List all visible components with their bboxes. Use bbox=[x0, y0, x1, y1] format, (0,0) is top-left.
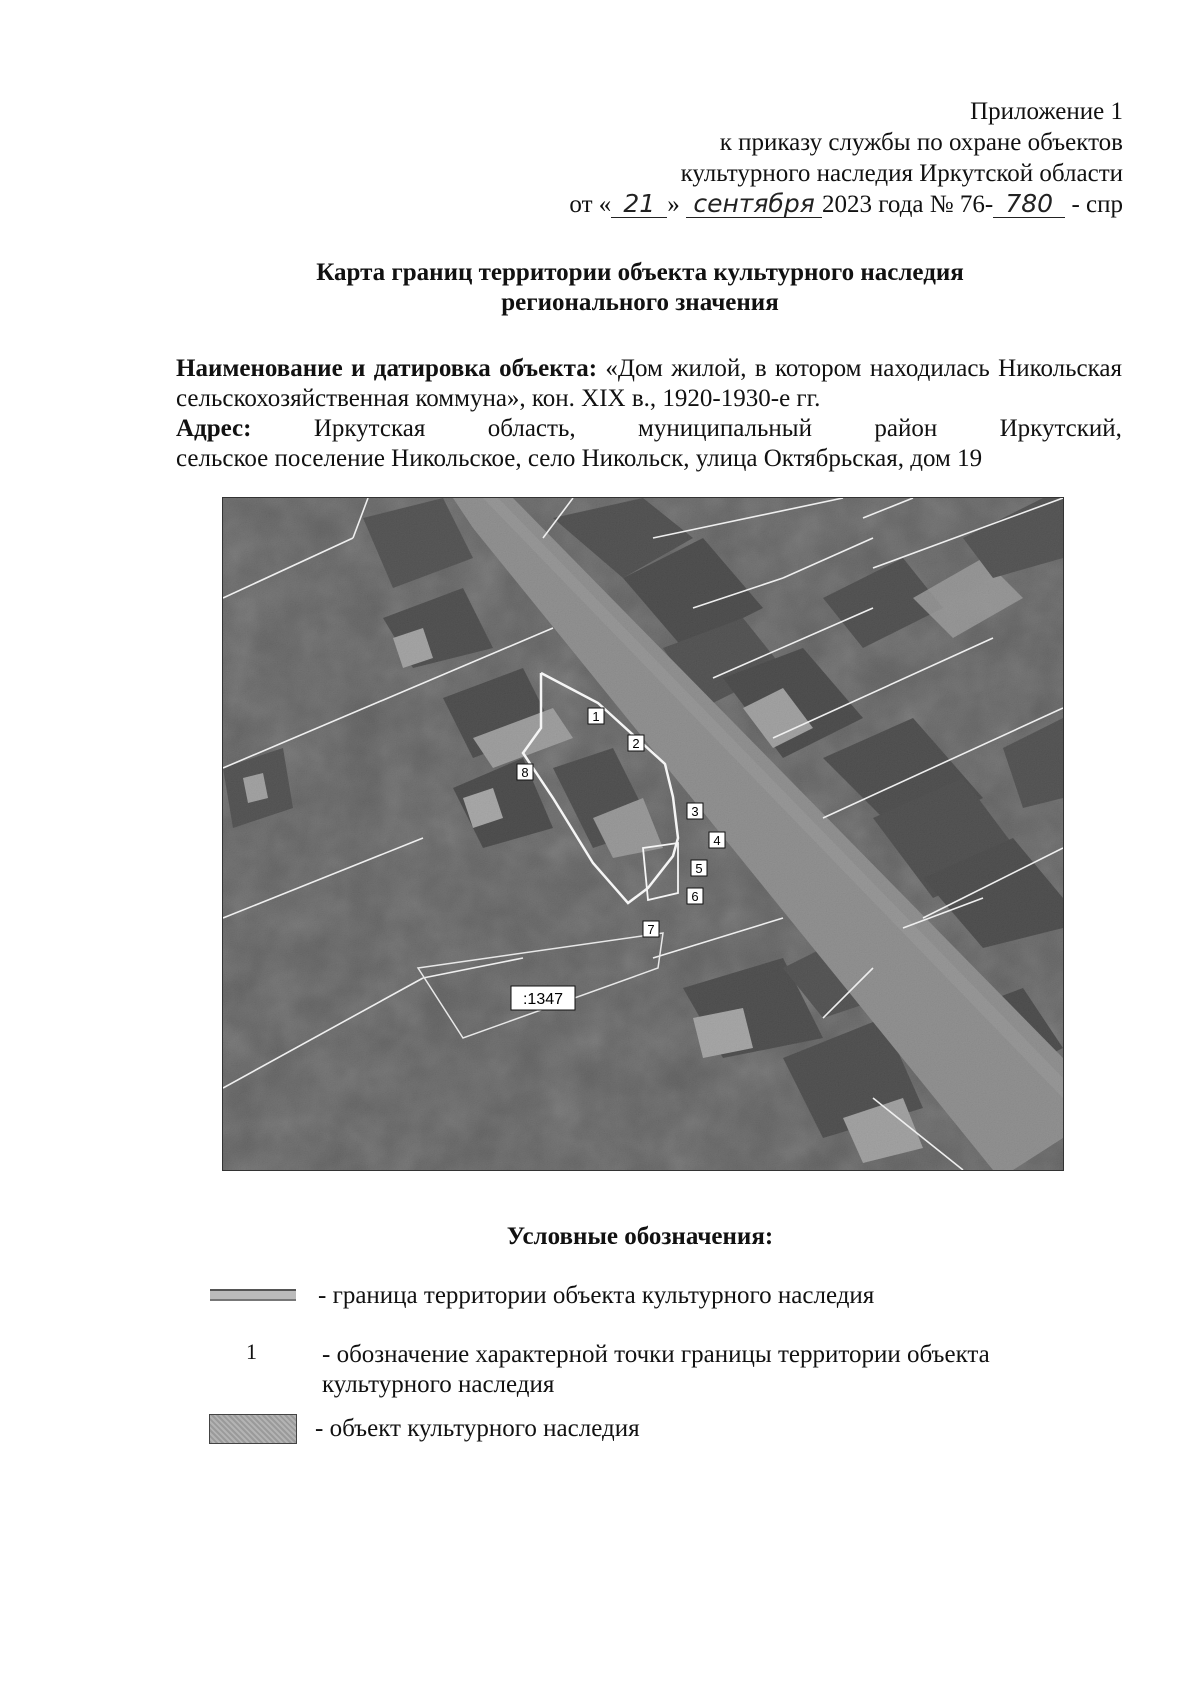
point-8-label: 8 bbox=[521, 765, 529, 780]
date-mid: » bbox=[667, 191, 680, 218]
point-4-label: 4 bbox=[713, 833, 721, 848]
point-3 bbox=[687, 803, 703, 819]
legend-title: Условные обозначения: bbox=[506, 1223, 774, 1250]
handwritten-month: сентября bbox=[686, 191, 822, 218]
address-word: район bbox=[874, 415, 938, 442]
point-5-label: 5 bbox=[695, 861, 703, 876]
handwritten-day: 21 bbox=[611, 191, 667, 218]
point-1-label: 1 bbox=[592, 709, 600, 724]
order-suffix: - спр bbox=[1071, 191, 1123, 218]
date-prefix: от « bbox=[569, 191, 612, 218]
point-7 bbox=[643, 921, 659, 937]
address-row bbox=[176, 414, 1122, 444]
appendix-line-3: культурного наследия Иркутской области bbox=[680, 160, 1123, 187]
title-line-2: регионального значения bbox=[501, 289, 779, 316]
legend-point-text: - обозначение характерной точки границы территории объекта культурного наследия bbox=[322, 1341, 990, 1398]
map-svg bbox=[223, 498, 1063, 1170]
point-8 bbox=[517, 764, 533, 780]
point-6 bbox=[687, 888, 703, 904]
year-text: 2023 года № 76- bbox=[822, 191, 994, 218]
point-1 bbox=[588, 708, 604, 724]
address-word: область, bbox=[487, 415, 576, 442]
point-3-label: 3 bbox=[691, 804, 699, 819]
object-description bbox=[176, 354, 1122, 474]
heritage-object-swatch bbox=[209, 1414, 297, 1444]
object-name-label: Наименование и датировка объекта: bbox=[176, 355, 598, 382]
aerial-map bbox=[222, 497, 1064, 1171]
point-6-label: 6 bbox=[691, 889, 699, 904]
legend-object-text: - объект культурного наследия bbox=[315, 1415, 640, 1442]
point-7-label: 7 bbox=[647, 922, 655, 937]
point-2-label: 2 bbox=[632, 736, 640, 751]
point-2 bbox=[628, 735, 644, 751]
legend-point-symbol: 1 bbox=[246, 1339, 257, 1364]
legend-boundary-text: - граница территории объекта культурного наследия bbox=[318, 1282, 875, 1309]
address-word: Иркутская bbox=[313, 415, 426, 442]
title-line-1: Карта границ территории объекта культурного наследия bbox=[316, 259, 964, 286]
address-word: муниципальный bbox=[638, 415, 812, 442]
address-label: Адрес: bbox=[176, 415, 252, 442]
parcel-1347-tag bbox=[511, 986, 575, 1010]
handwritten-order-number: 780 bbox=[993, 191, 1065, 218]
document-title bbox=[0, 258, 1200, 318]
appendix-line-2: к приказу службы по охране объектов bbox=[719, 129, 1123, 156]
map-grain bbox=[223, 498, 1063, 1170]
address-word: Иркутский, bbox=[999, 415, 1122, 442]
object-name-paragraph bbox=[176, 354, 1122, 414]
point-5 bbox=[691, 860, 707, 876]
object-name-value: «Дом жилой, в котором находилась Никольская сельскохозяйственная коммуна», кон. XIX в., 1920-1930-е гг. bbox=[176, 355, 1123, 412]
appendix-date-line bbox=[569, 189, 1123, 220]
boundary-line-symbol bbox=[210, 1289, 296, 1301]
point-4 bbox=[709, 832, 725, 848]
parcel-1347-label: :1347 bbox=[522, 991, 564, 1008]
appendix-header bbox=[569, 96, 1123, 220]
appendix-line-1: Приложение 1 bbox=[970, 98, 1123, 125]
address-line-2: сельское поселение Никольское, село Никольск, улица Октябрьская, дом 19 bbox=[176, 445, 983, 472]
